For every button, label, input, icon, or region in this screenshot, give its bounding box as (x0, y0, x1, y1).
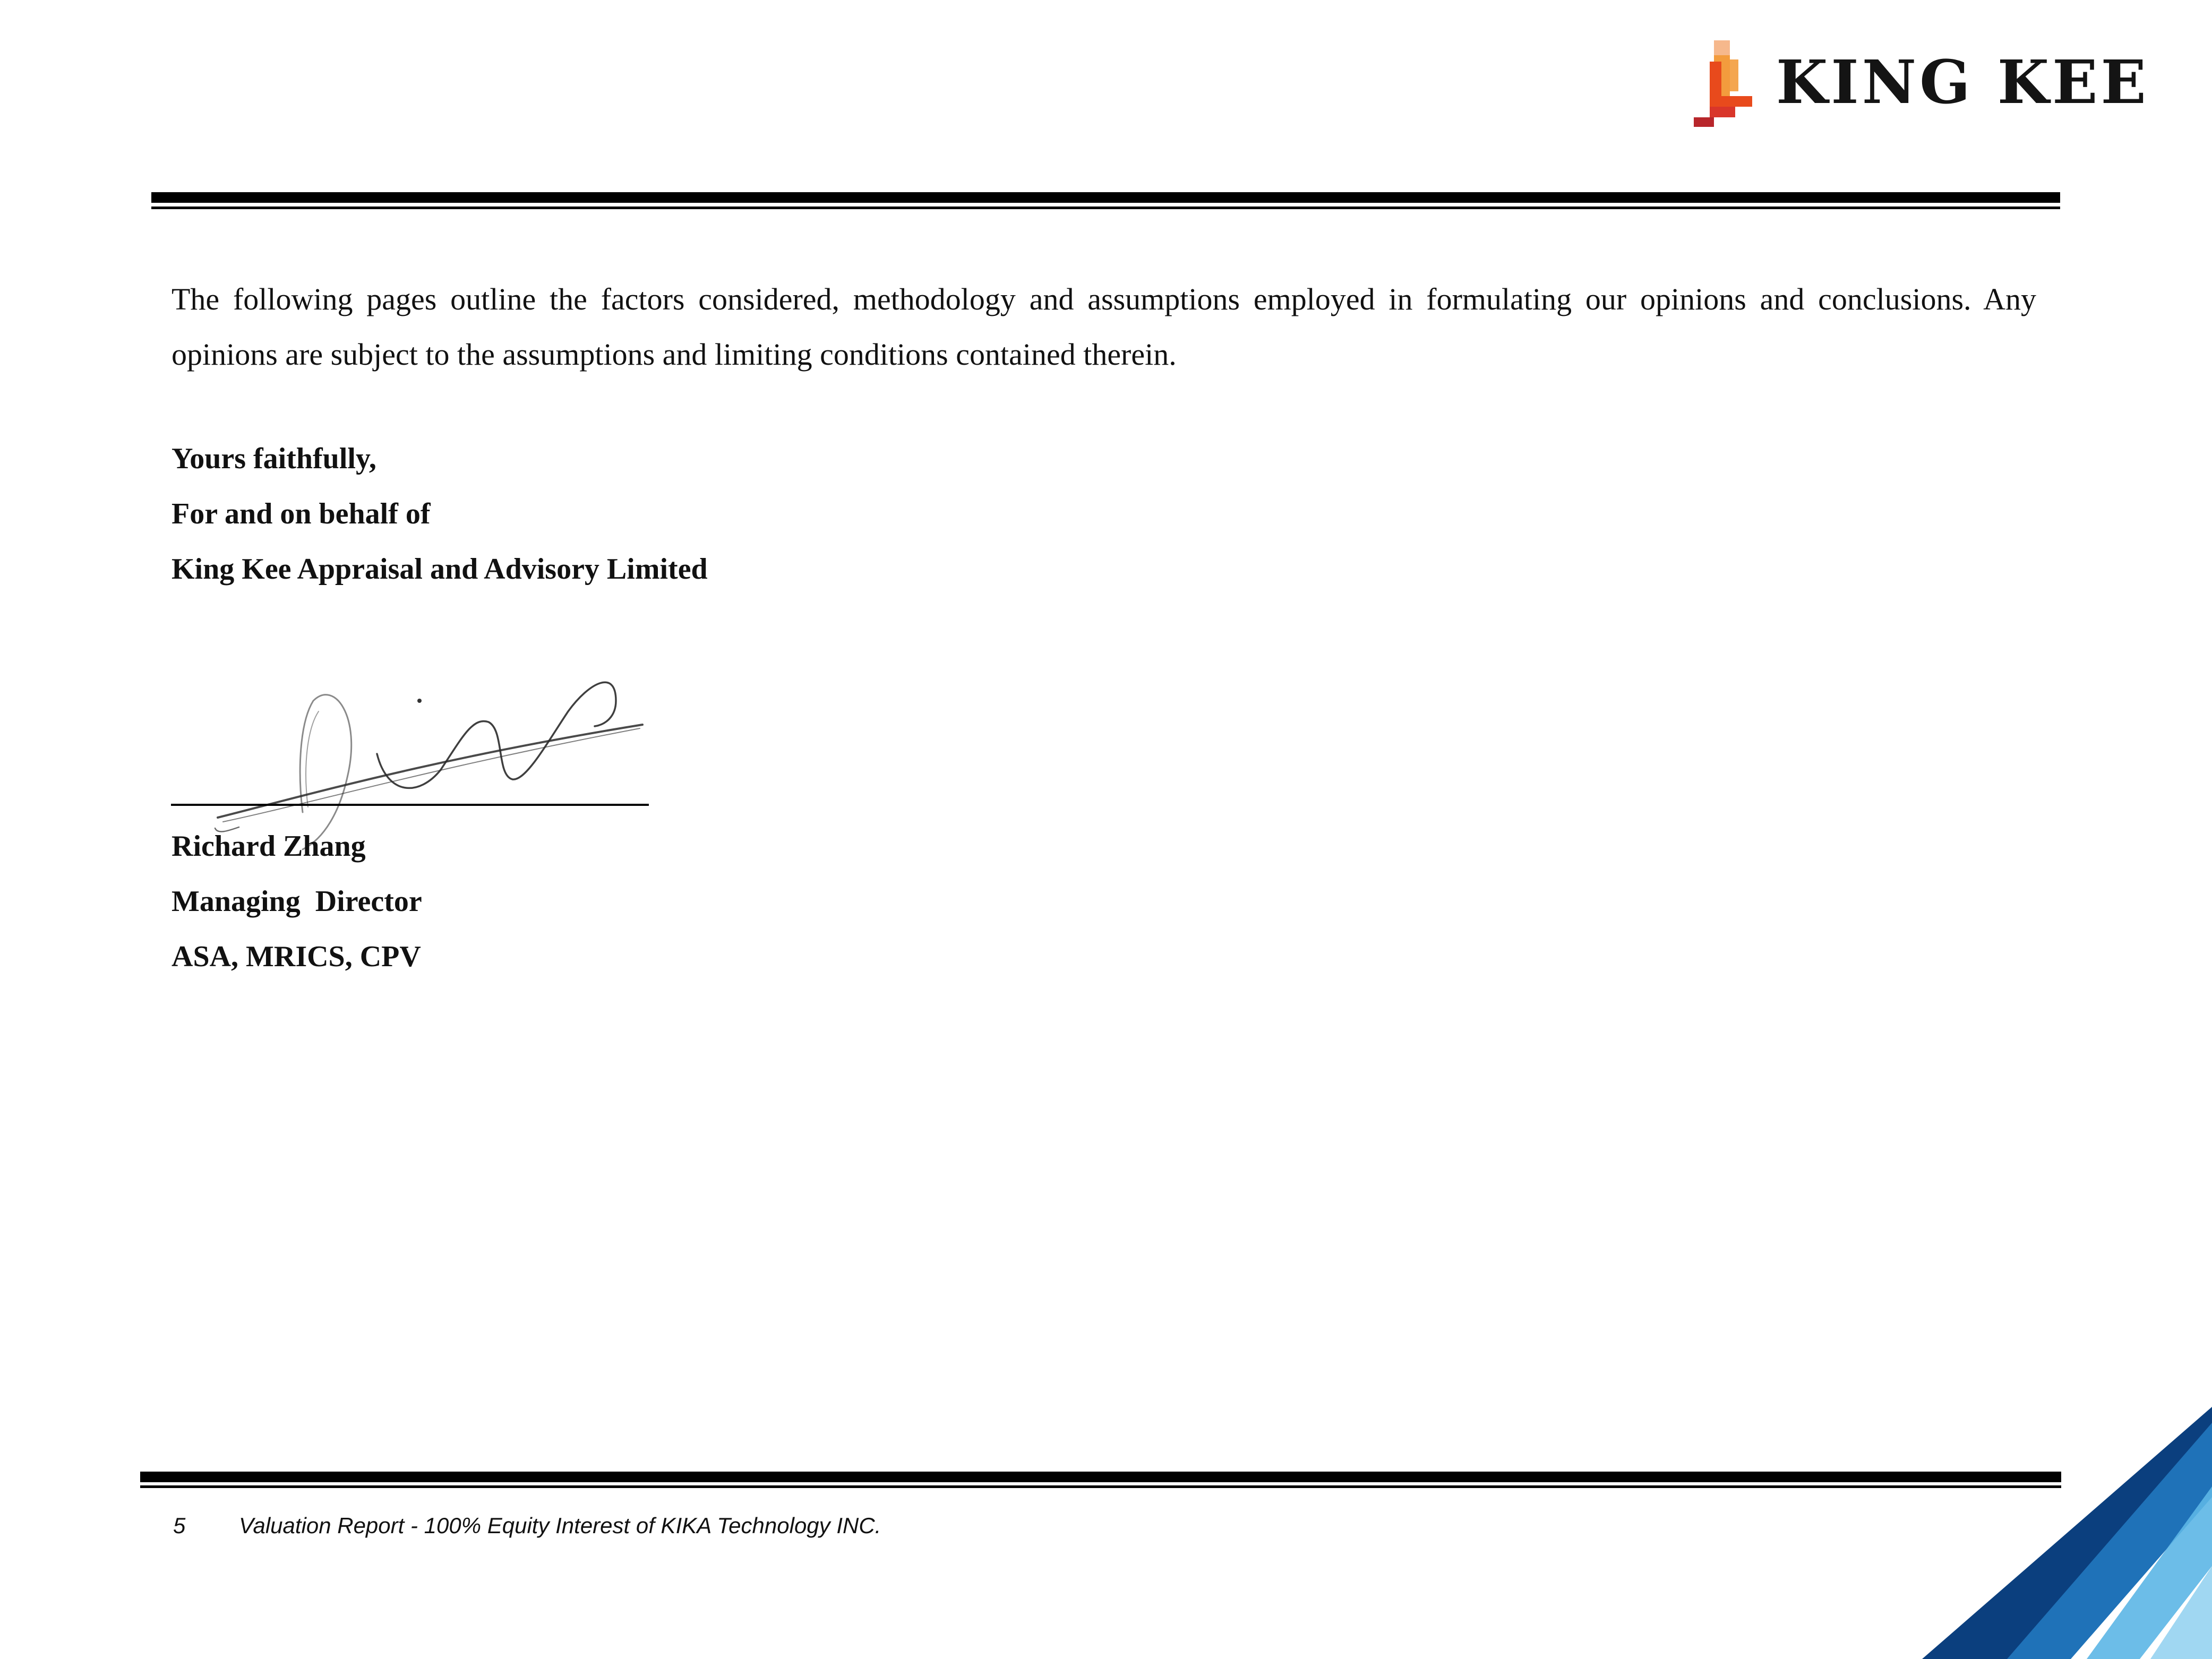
footer-rule-thick (140, 1472, 2061, 1482)
handwritten-signature (207, 637, 653, 860)
signatory-title: Managing Director (172, 885, 422, 918)
company-name: King Kee Appraisal and Advisory Limited (172, 553, 708, 586)
intro-paragraph: The following pages outline the factors considered, methodology and assumptions employed in formulating our opinions and conclusions. Any opinions are subject to the assumptions and limiting conditions contained therein. (172, 282, 2036, 372)
footer-rule-thin (140, 1485, 2061, 1488)
signatory-name: Richard Zhang (172, 830, 366, 863)
signature-line (171, 804, 649, 806)
header-rule-thin (151, 207, 2060, 209)
behalf-line: For and on behalf of (172, 497, 431, 530)
logo-mark-icon (1694, 40, 1757, 131)
logo-wordmark: KING KEE (1776, 48, 2149, 117)
signatory-credentials: ASA, MRICS, CPV (172, 940, 421, 973)
footer-report-title: Valuation Report - 100% Equity Interest of KIKA Technology INC. (239, 1513, 881, 1538)
header-rule-thick (151, 192, 2060, 203)
company-logo (1694, 40, 2156, 131)
closing-salutation: Yours faithfully, (172, 442, 376, 475)
corner-decoration-icon (1911, 1391, 2212, 1659)
page-number: 5 (173, 1513, 186, 1538)
